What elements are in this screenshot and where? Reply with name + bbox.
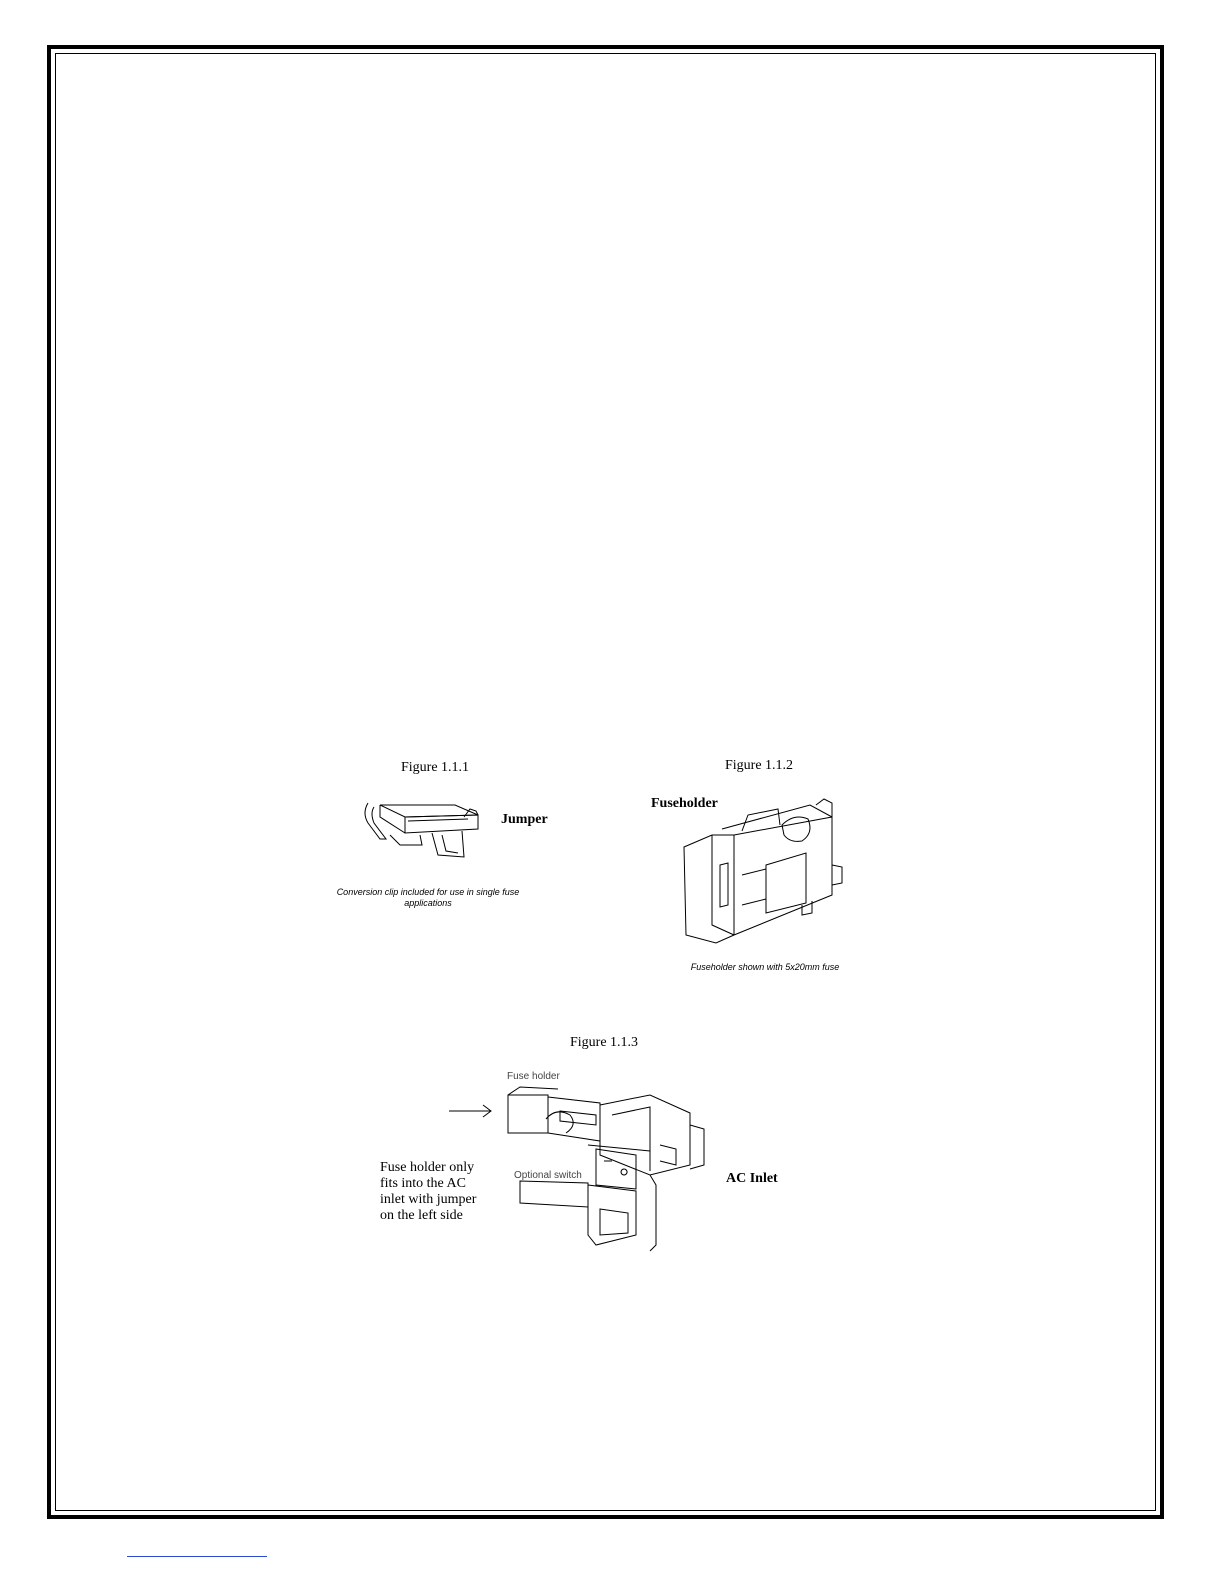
footnote-separator <box>127 1556 267 1557</box>
fuse-holder-callout: Fuse holder <box>507 1071 560 1082</box>
fuseholder-label: Fuseholder <box>651 796 718 811</box>
arrow-right-icon <box>449 1103 495 1119</box>
jumper-clip-drawing <box>360 795 490 867</box>
figure-1-1-2-caption: Fuseholder shown with 5x20mm fuse <box>690 962 840 972</box>
figure-1-1-1-title: Figure 1.1.1 <box>401 760 470 775</box>
page-border-inner <box>55 53 1156 1511</box>
figure-1-1-3-title: Figure 1.1.3 <box>570 1035 639 1050</box>
jumper-label: Jumper <box>501 812 548 827</box>
fuseholder-drawing <box>682 795 850 945</box>
figure-1-1-2-title: Figure 1.1.2 <box>725 758 794 773</box>
fuse-holder-side-note: Fuse holder only fits into the AC inlet with jumper on the left side <box>380 1160 477 1223</box>
ac-inlet-label: AC Inlet <box>726 1171 778 1186</box>
figure-1-1-1-caption: Conversion clip included for use in single fuse applications <box>336 887 520 908</box>
optional-switch-callout: Optional switch <box>514 1170 582 1181</box>
